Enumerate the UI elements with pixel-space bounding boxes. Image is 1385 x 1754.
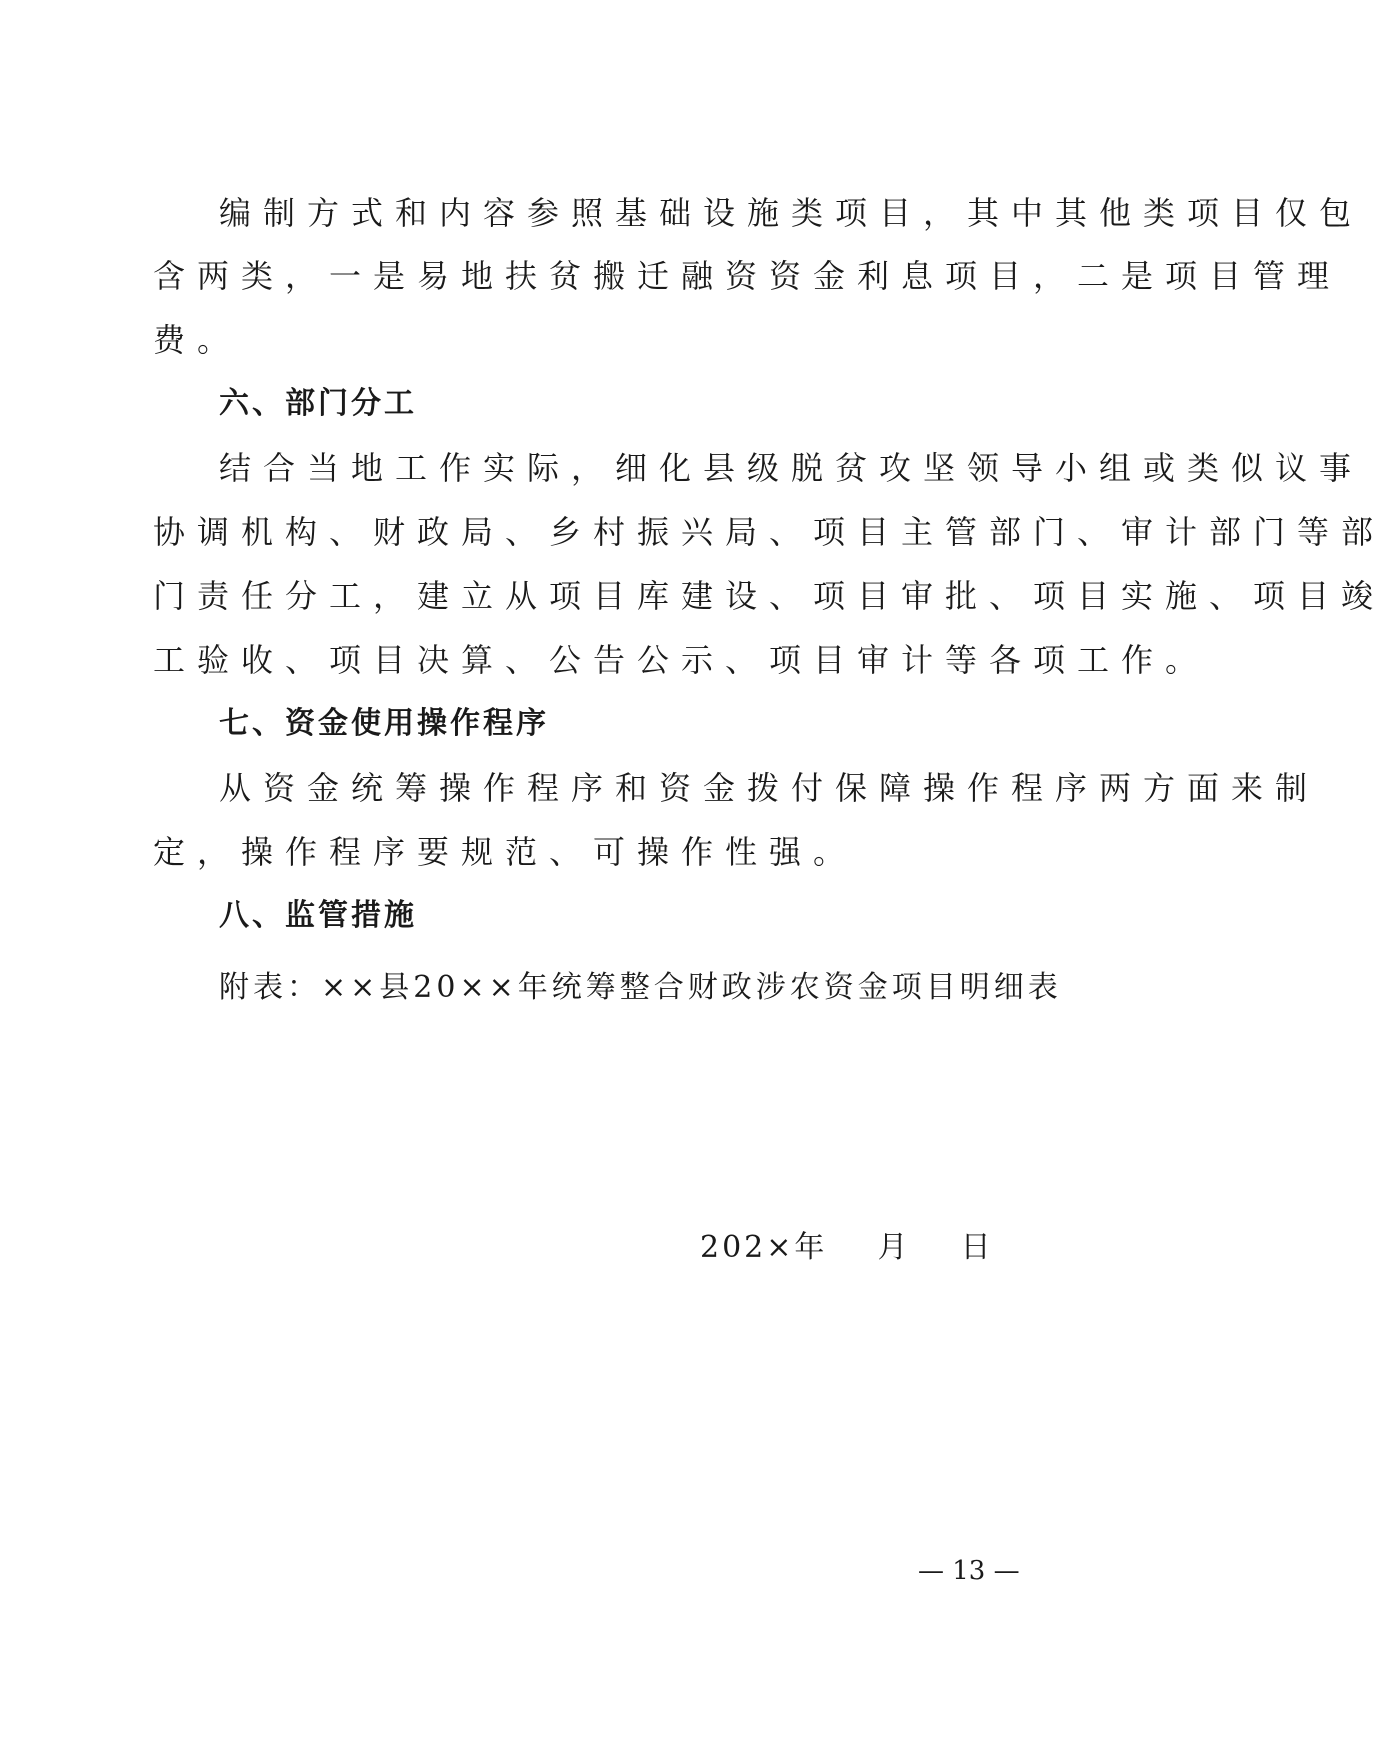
paragraph-line: 协调机构、财政局、乡村振兴局、项目主管部门、审计部门等部: [153, 513, 1385, 551]
paragraph-line: 费。: [153, 321, 242, 359]
paragraph-line: 结合当地工作实际，细化县级脱贫攻坚领导小组或类似议事: [219, 449, 1364, 487]
paragraph-line: 编制方式和内容参照基础设施类项目，其中其他类项目仅包: [219, 194, 1364, 232]
page-number: — 13 —: [918, 1556, 1020, 1586]
section-heading-7: 七、资金使用操作程序: [219, 706, 549, 741]
section-heading-6: 六、部门分工: [219, 386, 417, 421]
paragraph-line: 含两类，一是易地扶贫搬迁融资资金利息项目，二是项目管理: [153, 257, 1342, 295]
appendix-note: 附表：××县20××年统筹整合财政涉农资金项目明细表: [219, 970, 1062, 1005]
paragraph-line: 从资金统筹操作程序和资金拨付保障操作程序两方面来制: [219, 769, 1320, 807]
paragraph-line: 定，操作程序要规范、可操作性强。: [153, 833, 858, 871]
section-heading-8: 八、监管措施: [219, 898, 417, 933]
signature-date: 202×年 月 日: [700, 1230, 994, 1265]
paragraph-line: 工验收、项目决算、公告公示、项目审计等各项工作。: [153, 641, 1210, 679]
paragraph-line: 门责任分工，建立从项目库建设、项目审批、项目实施、项目竣: [153, 577, 1385, 615]
